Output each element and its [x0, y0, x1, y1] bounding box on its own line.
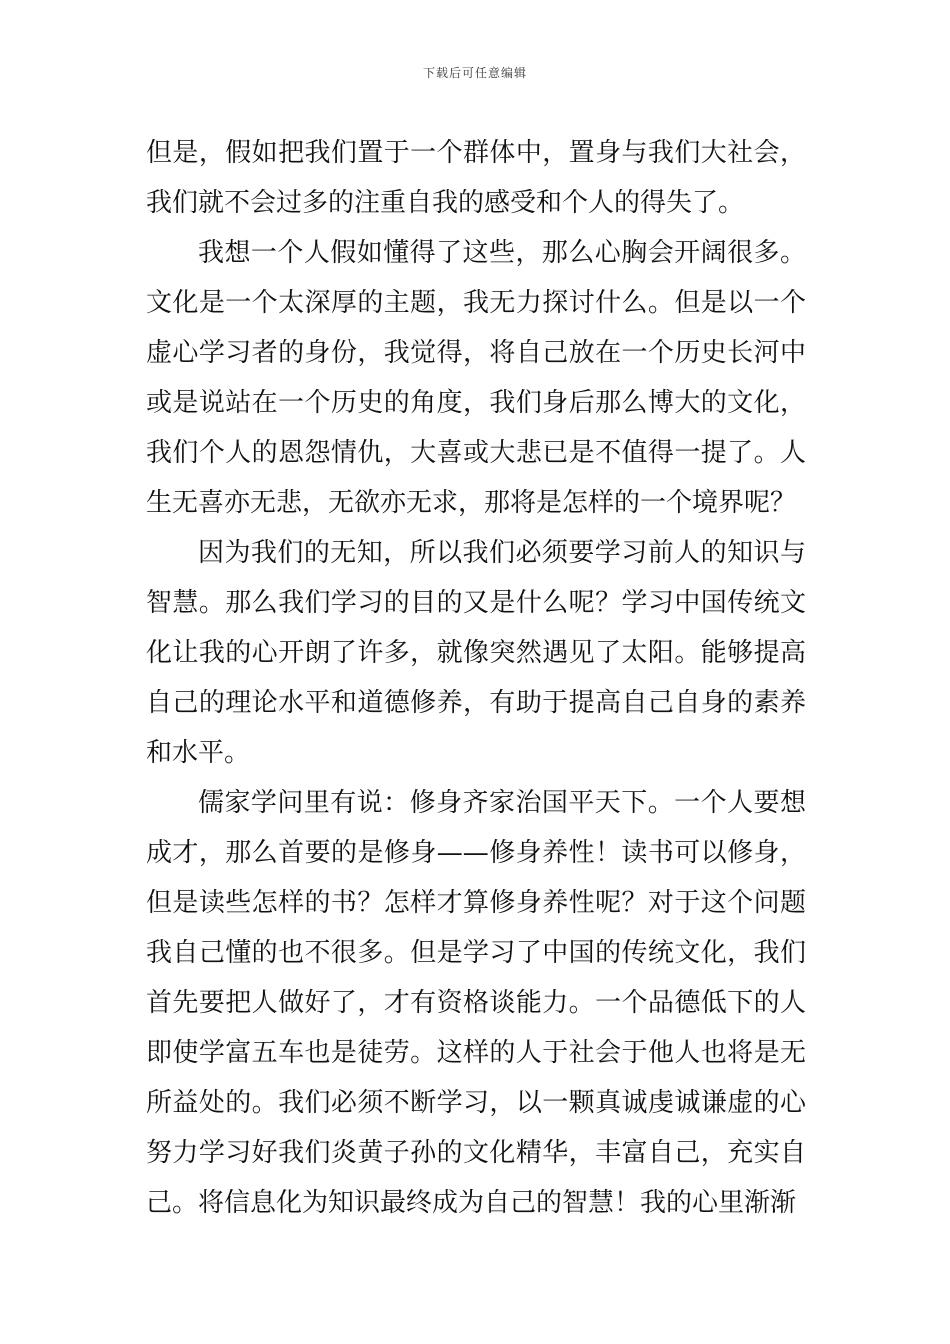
paragraph: 因为我们的无知，所以我们必须要学习前人的知识与智慧。那么我们学习的目的又是什么呢？学习中国传统文化让我的心开朗了许多，就像突然遇见了太阳。能够提高自己的理论水平和道德修养，有助于提高自己自身的素养和水平。: [146, 538, 806, 768]
paragraph: 儒家学问里有说：修身齐家治国平天下。一个人要想成才，那么首要的是修身——修身养性！读书可以修身，但是读些怎样的书？怎样才算修身养性呢？对于这个问题我自己懂的也不很多。但是学习了中国的传统文化，我们首先要把人做好了，才有资格谈能力。一个品德低下的人即使学富五车也是徒劳。这样的人于社会于他人也将是无所益处的。我们必须不断学习，以一颗真诚虔诚谦虚的心努力学习好我们炎黄子孙的文化精华，丰富自己，充实自己。将信息化为知识最终成为自己的智慧！我的心里渐渐: [146, 788, 806, 1218]
header-note: 下载后可任意编辑: [422, 66, 527, 80]
body-text: [146, 128, 806, 1228]
paragraph-continuation: 但是，假如把我们置于一个群体中，置身与我们大社会，我们就不会过多的注重自我的感受和个人的得失了。: [146, 138, 806, 218]
paragraph: 我想一个人假如懂得了这些，那么心胸会开阔很多。文化是一个太深厚的主题，我无力探讨什么。但是以一个虚心学习者的身份，我觉得，将自己放在一个历史长河中或是说站在一个历史的角度，我们身后那么博大的文化，我们个人的恩怨情仇，大喜或大悲已是不值得一提了。人生无喜亦无悲，无欲亦无求，那将是怎样的一个境界呢？: [146, 238, 806, 518]
